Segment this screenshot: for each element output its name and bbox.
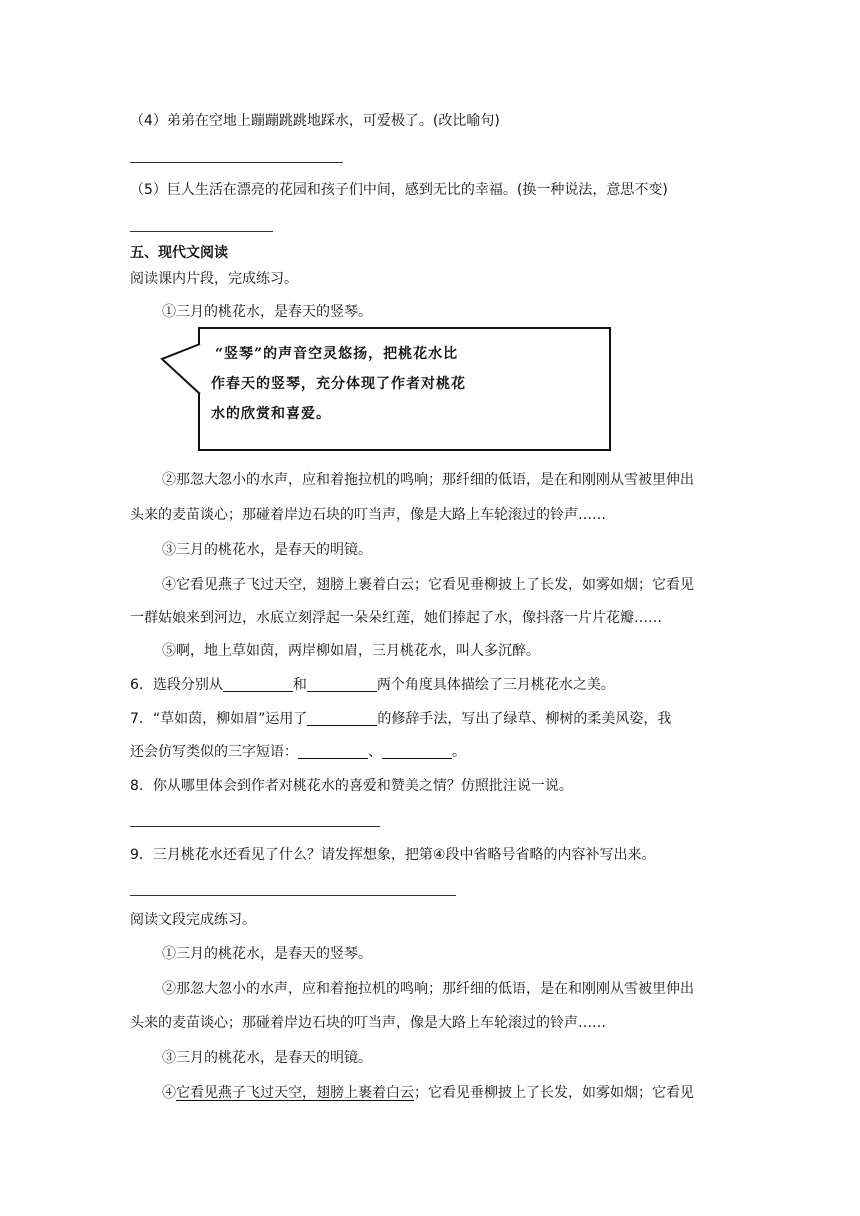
question-6-blank-2[interactable] (307, 677, 377, 692)
question-6-text-a: 6．选段分别从 (130, 677, 223, 693)
question-7-text-d: 、 (368, 744, 382, 760)
question-7-text-e: 。 (452, 744, 466, 760)
annotation-line-1: “竖琴”的声音空灵悠扬，把桃花水比 (215, 346, 459, 362)
passage-paragraph-1: ①三月的桃花水，是春天的竖琴。 (162, 304, 372, 320)
answer-line-8 (130, 826, 380, 827)
question-7-text-c: 还会仿写类似的三字短语： (130, 744, 298, 760)
section-intro: 阅读课内片段，完成练习。 (130, 271, 298, 287)
question-7-blank-3[interactable] (382, 744, 452, 759)
answer-line-5 (130, 231, 273, 232)
question-7-line-1 (130, 709, 671, 729)
passage2-paragraph-4-marker: ④ (162, 1085, 176, 1101)
passage2-paragraph-2-line-2: 头来的麦苗谈心；那碰着岸边石块的叮当声，像是大路上车轮滚过的铃声…… (130, 1015, 606, 1031)
answer-line-4 (130, 162, 343, 163)
question-6-blank-1[interactable] (223, 677, 293, 692)
passage-paragraph-4-line-2: 一群姑娘来到河边，水底立刻浮起一朵朵红莲，她们捧起了水，像抖落一片片花瓣…… (130, 610, 662, 626)
passage2-intro: 阅读文段完成练习。 (130, 912, 256, 928)
question-7-blank-2[interactable] (298, 744, 368, 759)
passage-paragraph-3: ③三月的桃花水，是春天的明镜。 (162, 542, 372, 558)
callout-pointer (160, 340, 202, 400)
passage-paragraph-4-line-1: ④它看见燕子飞过天空，翅膀上裹着白云；它看见垂柳披上了长发，如雾如烟；它看见 (162, 577, 694, 593)
passage2-paragraph-4-underlined: 它看见燕子飞过天空，翅膀上裹着白云 (176, 1085, 414, 1101)
passage2-paragraph-2-line-1: ②那忽大忽小的水声，应和着拖拉机的鸣响；那纤细的低语，是在和刚刚从雪被里伸出 (162, 981, 694, 997)
item-4: （4）弟弟在空地上蹦蹦跳跳地踩水，可爱极了。(改比喻句) (130, 113, 500, 129)
annotation-line-3: 水的欣赏和喜爱。 (211, 406, 331, 422)
question-6-text-c: 两个角度具体描绘了三月桃花水之美。 (376, 677, 615, 693)
question-9: 9．三月桃花水还看见了什么？请发挥想象，把第④段中省略号省略的内容补写出来。 (130, 847, 656, 863)
question-7-blank-1[interactable] (307, 711, 377, 726)
passage2-paragraph-4-rest: ；它看见垂柳披上了长发，如雾如烟；它看见 (414, 1085, 694, 1101)
question-7-text-b: 的修辞手法，写出了绿草、柳树的柔美风姿，我 (377, 711, 672, 727)
passage-paragraph-2-line-2: 头来的麦苗谈心；那碰着岸边石块的叮当声，像是大路上车轮滚过的铃声…… (130, 507, 606, 523)
passage2-paragraph-3: ③三月的桃花水，是春天的明镜。 (162, 1050, 372, 1066)
question-7-line-2 (130, 742, 466, 762)
answer-line-9 (130, 895, 456, 896)
section-title: 五、现代文阅读 (130, 245, 228, 261)
passage-paragraph-2-line-1: ②那忽大忽小的水声，应和着拖拉机的鸣响；那纤细的低语，是在和刚刚从雪被里伸出 (162, 472, 694, 488)
annotation-line-2: 作春天的竖琴，充分体现了作者对桃花 (211, 376, 466, 392)
passage-paragraph-5: ⑤啊，地上草如茵，两岸柳如眉，三月桃花水，叫人多沉醉。 (162, 643, 540, 659)
question-7-text-a: 7．“草如茵，柳如眉”运用了 (130, 711, 308, 727)
question-6-text-b: 和 (292, 677, 307, 693)
passage2-paragraph-1: ①三月的桃花水，是春天的竖琴。 (162, 946, 372, 962)
item-5: （5）巨人生活在漂亮的花园和孩子们中间，感到无比的幸福。(换一种说法，意思不变) (130, 182, 668, 198)
question-6 (130, 675, 615, 695)
question-8: 8．你从哪里体会到作者对桃花水的喜爱和赞美之情？仿照批注说一说。 (130, 778, 573, 794)
passage2-paragraph-4-line-1 (162, 1083, 694, 1103)
